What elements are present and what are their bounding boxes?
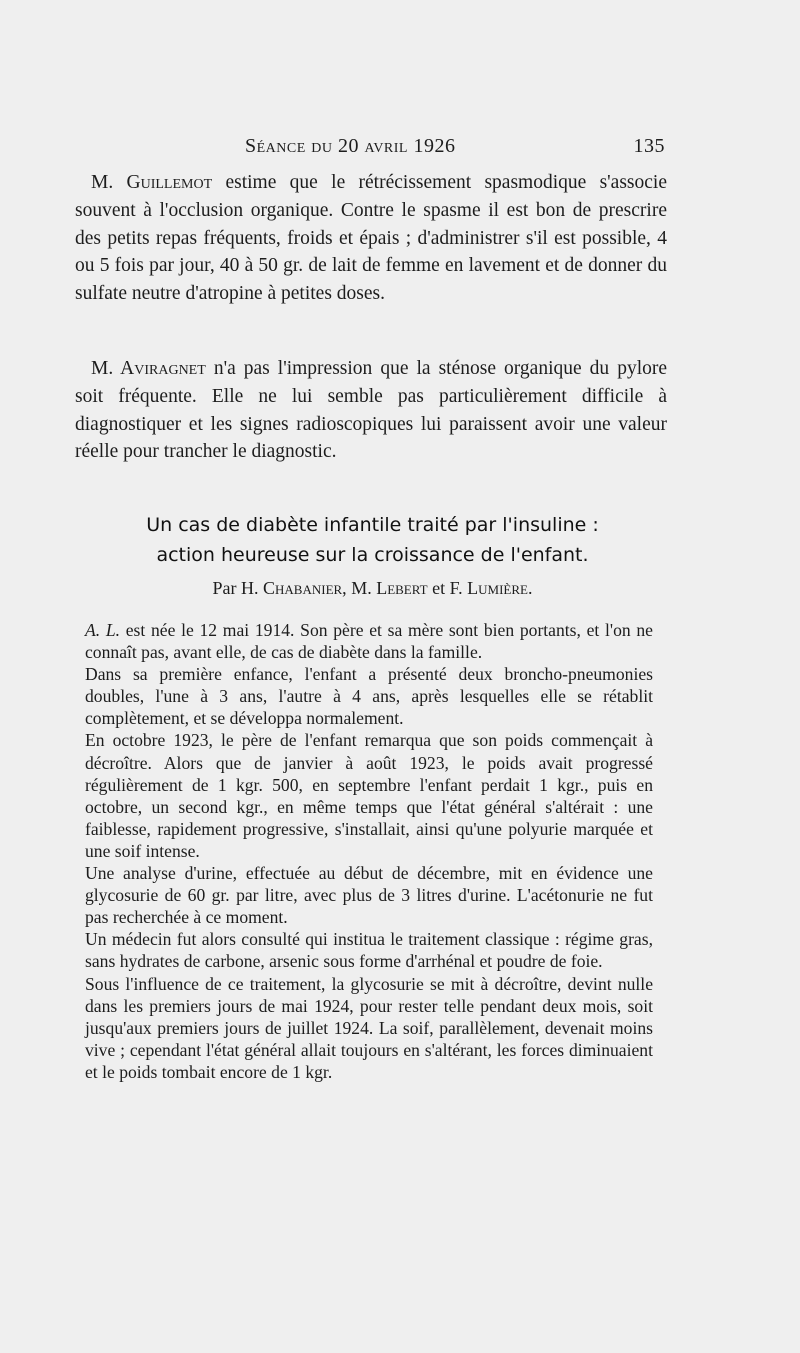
authors-by: Par	[212, 578, 237, 598]
speaker-name: M. Aviragnet	[91, 358, 206, 379]
body-paragraph: Un médecin fut alors consulté qui institua le traitement classique : régime gras, sans hydrates de carbone, arsenic sous forme d'arrhénal et poudre de foie.	[85, 929, 653, 972]
patient-initials: A. L.	[85, 620, 121, 640]
body-paragraph-text: est née le 12 mai 1914. Son père et sa mère sont bien portants, et l'on ne connaît pas, avant elle, de cas de diabète dans la famille.	[85, 620, 653, 663]
running-title-month: avril	[364, 135, 408, 157]
authors-and: et	[432, 578, 446, 598]
article-title-line2: action heureuse sur la croissance de l'enfant.	[156, 544, 589, 566]
speaker-name: M. Guillemot	[91, 172, 213, 193]
discussion-paragraph-guillemot	[75, 169, 667, 308]
body-paragraph: Dans sa première enfance, l'enfant a présenté deux broncho-pneumonies doubles, l'une à 3 ans, l'autre à 4 ans, après lesquelles elle se rétablit complètement, et se développa normalement.	[85, 664, 653, 729]
running-title-prefix: Séance du	[245, 135, 333, 157]
paragraph-text: n'a pas l'impression que la sténose organique du pylore soit fréquente. Elle ne lui semble pas particulièrement difficile à diagnostiquer et les signes radioscopiques lui paraissent avoir une valeur réelle pour trancher le diagnostic.	[75, 358, 668, 463]
article-title-line1: Un cas de diabète infantile traité par l'insuline :	[146, 514, 599, 536]
body-paragraph: Sous l'influence de ce traitement, la glycosurie se mit à décroître, devint nulle dans les premiers jours de mai 1924, pour rester telle pendant deux mois, soit jusqu'aux premiers jours de juillet 1924. La soif, parallèlement, devenait moins vive ; cependant l'état général allait toujours en s'altérant, les forces diminuaient et le poids tombait encore de 1 kgr.	[85, 973, 653, 1082]
author-chabanier: H. Chabanier,	[241, 578, 347, 598]
running-title	[245, 135, 455, 158]
body-paragraph	[85, 619, 653, 663]
author-lumiere: F. Lumière.	[449, 578, 533, 598]
body-paragraph: En octobre 1923, le père de l'enfant remarqua que son poids commençait à décroître. Alors que de janvier à août 1923, le poids avait progressé régulièrement de 1 kgr. 500, en septembre l'enfant perdait 1 kgr., puis en octobre, un second kgr., en même temps que l'état général s'altérait : une faiblesse, rapidement progressive, s'installait, ainsi qu'une polyurie marquée et une soif intense.	[85, 730, 653, 861]
running-title-year: 1926	[413, 135, 456, 157]
paragraph-text: estime que le rétrécissement spasmodique s'associe souvent à l'occlusion organique. Contre le spasme il est bon de prescrire des petits repas fréquents, froids et épais ; d'administrer s'il est possible, 4 ou 5 fois par jour, 40 à 50 gr. de lait de femme en lavement et de donner du sulfate neutre d'atropine à petites doses.	[75, 172, 667, 305]
page-number: 135	[633, 135, 665, 157]
article-authors	[70, 578, 675, 599]
running-title-day: 20	[338, 135, 360, 157]
body-paragraph: Une analyse d'urine, effectuée au début de décembre, mit en évidence une glycosurie de 60 gr. par litre, avec plus de 3 litres d'urine. L'acétonurie ne fut pas recherchée à ce moment.	[85, 863, 653, 928]
article-title	[70, 510, 675, 570]
article-body	[85, 619, 653, 1083]
author-lebert: M. Lebert	[351, 578, 428, 598]
discussion-paragraph-aviragnet	[75, 355, 667, 466]
